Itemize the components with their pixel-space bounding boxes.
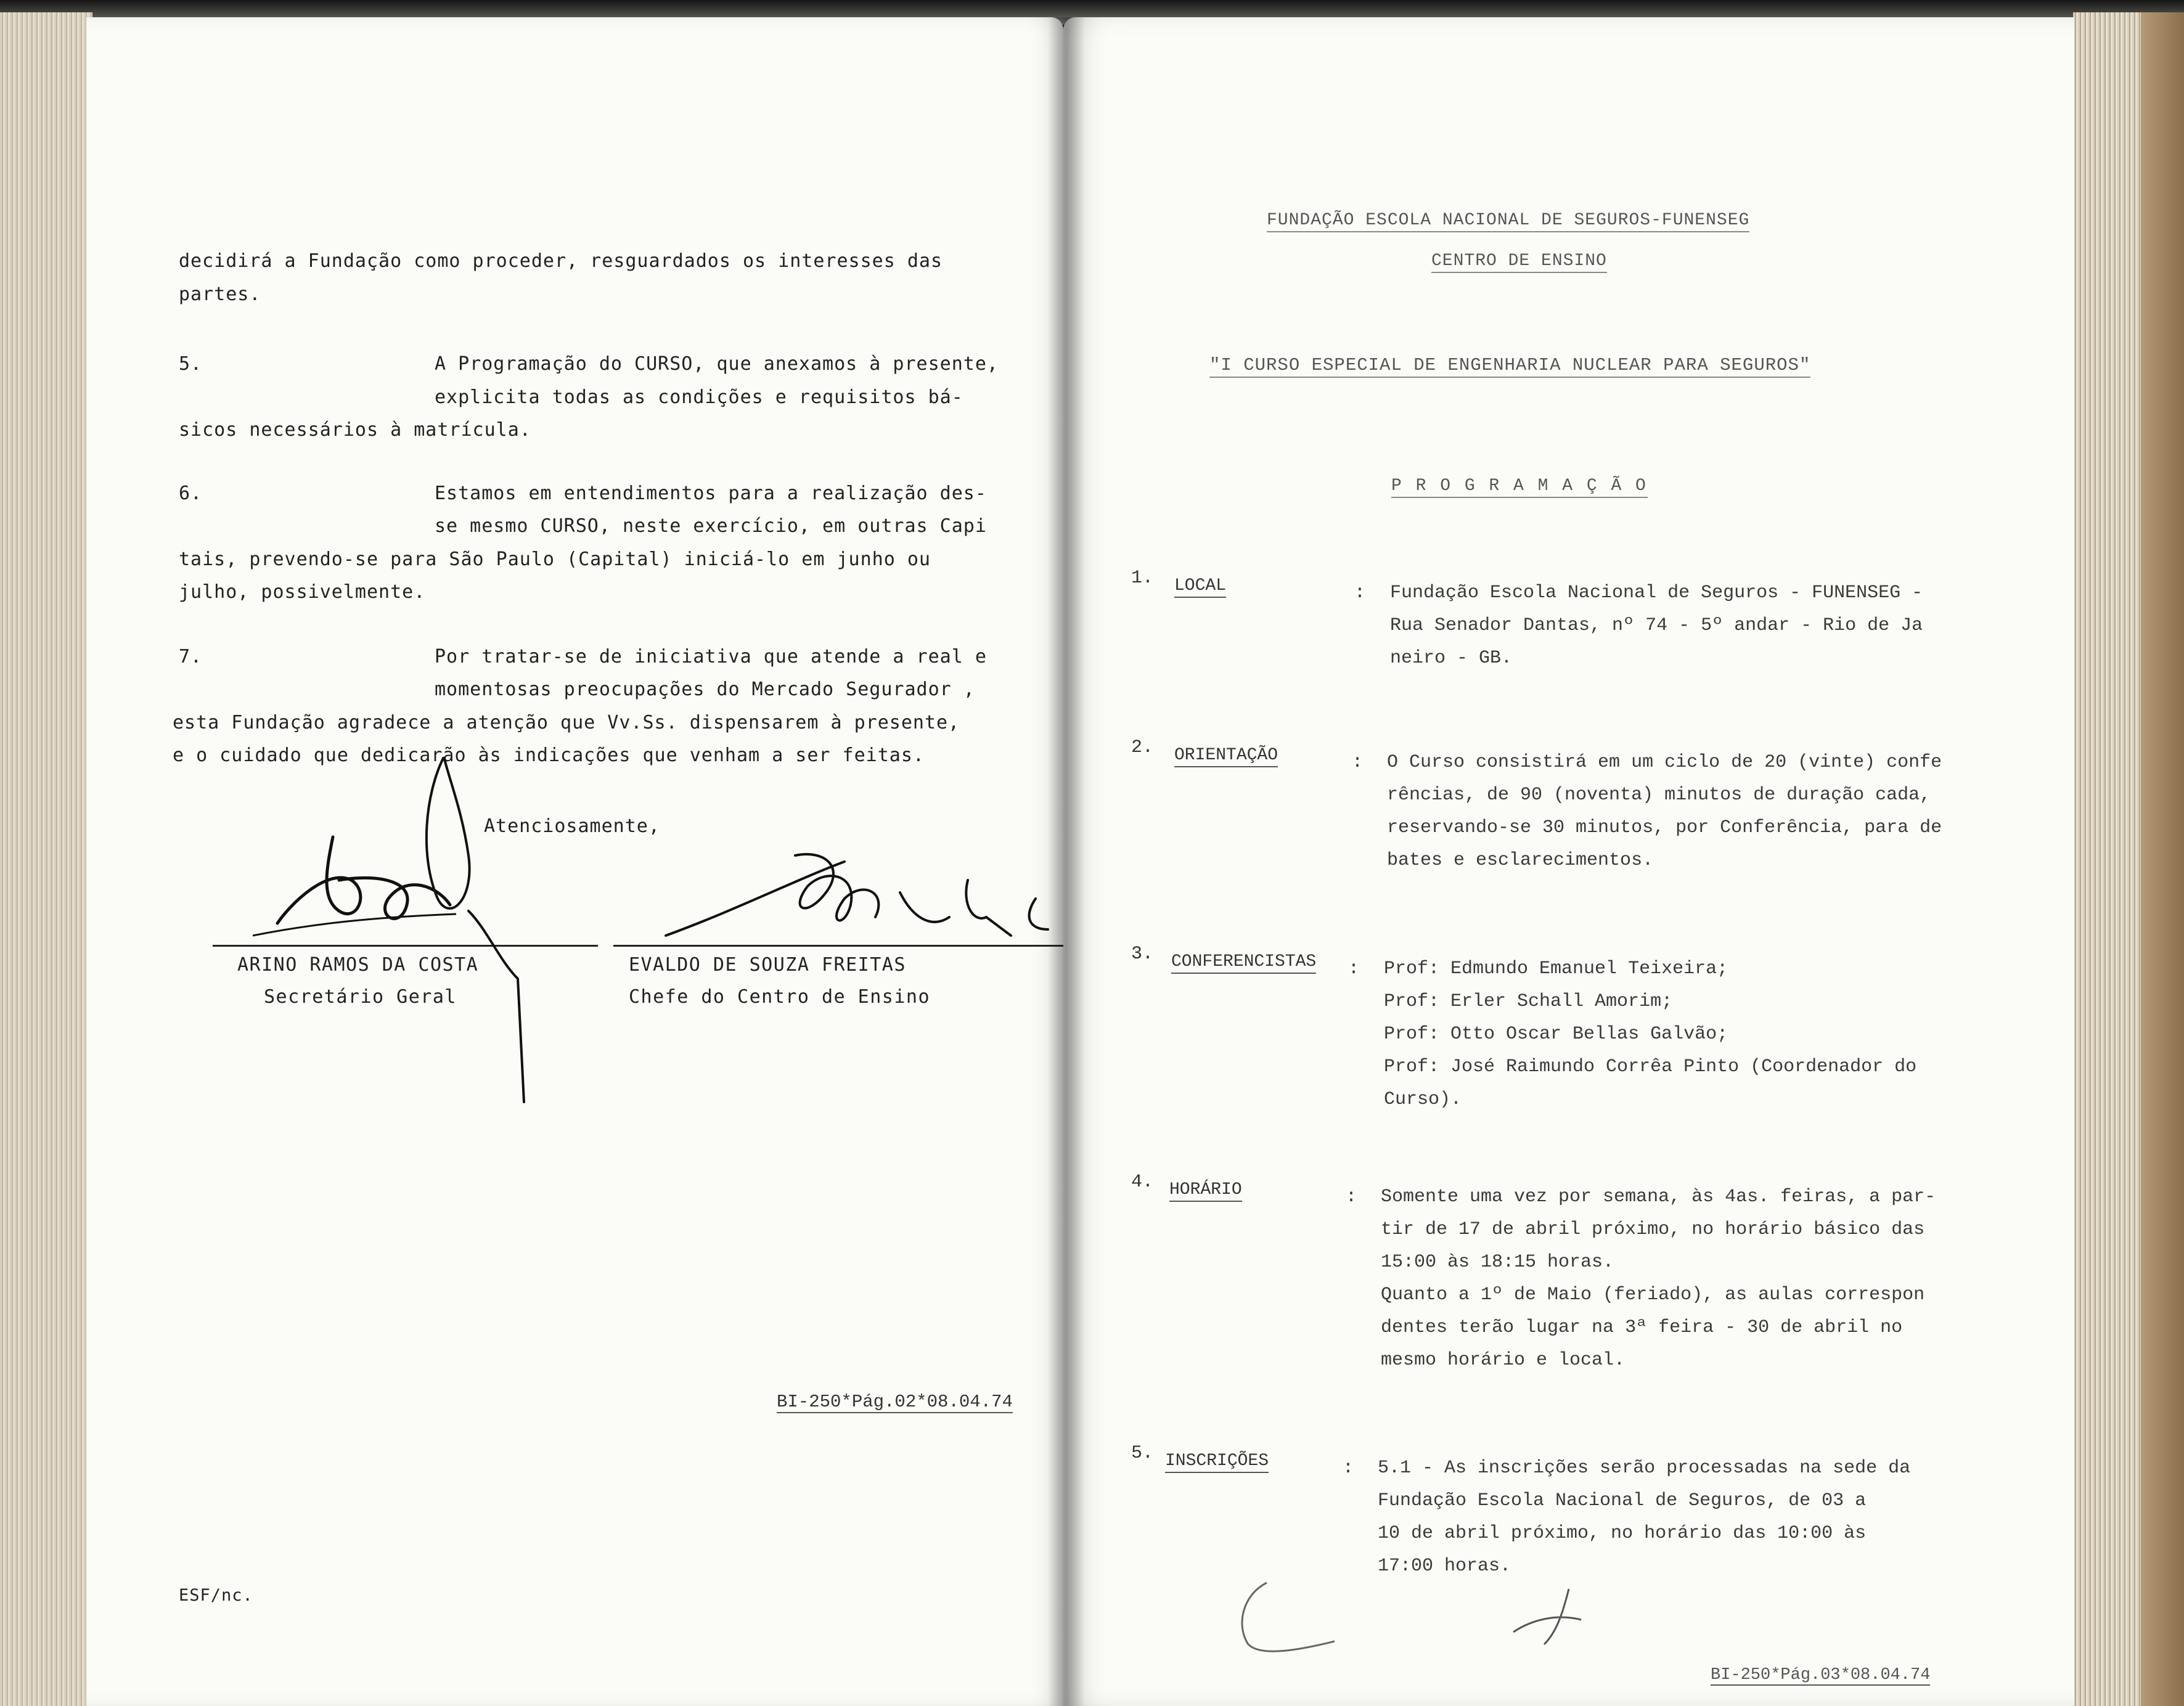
letter-line: se mesmo CURSO, neste exercício, em outras Capi <box>435 515 987 537</box>
institution-header: FUNDAÇÃO ESCOLA NACIONAL DE SEGUROS-FUNENSEG <box>1267 211 1749 232</box>
section-text-line: Curso). <box>1384 1089 1462 1110</box>
section-text-line: 17:00 horas. <box>1378 1556 1511 1577</box>
signatory-name-left: ARINO RAMOS DA COSTA <box>237 954 479 976</box>
section-text-line: Prof: Edmundo Emanuel Teixeira; <box>1384 958 1728 979</box>
letter-line: sicos necessários à matrícula. <box>179 419 531 441</box>
letter-line: julho, possivelmente. <box>179 581 426 603</box>
page-reference-left: BI-250*Pág.02*08.04.74 <box>777 1392 1013 1412</box>
section-colon: : <box>1343 1458 1354 1479</box>
handwritten-signature-right <box>641 843 1073 954</box>
section-label: HORÁRIO <box>1169 1180 1242 1202</box>
letter-line: A Programação do CURSO, que anexamos à presente, <box>435 353 999 375</box>
section-text-line: 15:00 às 18:15 horas. <box>1381 1252 1614 1273</box>
course-title: "I CURSO ESPECIAL DE ENGENHARIA NUCLEAR PARA SEGUROS" <box>1209 355 1810 378</box>
signatory-title-right: Chefe do Centro de Ensino <box>629 986 931 1008</box>
signatory-name-right: EVALDO DE SOUZA FREITAS <box>629 954 906 976</box>
section-number: 3. <box>1131 944 1154 965</box>
right-page-edges <box>2073 12 2184 1706</box>
section-colon: : <box>1352 752 1364 773</box>
section-text-line: O Curso consistirá em um ciclo de 20 (vinte) confe <box>1387 752 1942 773</box>
letter-line: e o cuidado que dedicarão às indicações que venham a ser feitas. <box>173 745 925 766</box>
section-label: CONFERENCISTAS <box>1171 952 1316 974</box>
section-label: LOCAL <box>1174 576 1226 598</box>
section-text-line: Somente uma vez por semana, às 4as. feiras, a par- <box>1381 1186 1936 1207</box>
section-text-line: tir de 17 de abril próximo, no horário básico das <box>1381 1219 1925 1240</box>
letter-line: partes. <box>179 284 261 305</box>
letter-line: 5. <box>179 353 203 375</box>
department-header: CENTRO DE ENSINO <box>1431 251 1607 273</box>
section-colon: : <box>1354 582 1366 603</box>
section-text-line: Rua Senador Dantas, nº 74 - 5º andar - Rio de Ja <box>1390 615 1923 636</box>
section-text-line: neiro - GB. <box>1390 648 1513 669</box>
section-text-line: 10 de abril próximo, no horário das 10:00 às <box>1378 1523 1867 1544</box>
letter-line: momentosas preocupações do Mercado Segurador , <box>435 679 975 700</box>
section-number: 5. <box>1131 1443 1154 1464</box>
handwritten-mark <box>1224 1577 1593 1675</box>
section-number: 2. <box>1131 737 1154 758</box>
section-text-line: reservando-se 30 minutos, por Conferência, para de <box>1387 817 1942 838</box>
letter-line: esta Fundação agradece a atenção que Vv.Ss. dispensarem à presente, <box>173 712 960 733</box>
section-text-line: dentes terão lugar na 3ª feira - 30 de abril no <box>1381 1317 1903 1338</box>
left-page <box>86 17 1063 1706</box>
section-text-line: rências, de 90 (noventa) minutos de duração cada, <box>1387 785 1931 806</box>
typist-initials: ESF/nc. <box>179 1586 253 1605</box>
section-text-line: Prof: Otto Oscar Bellas Galvão; <box>1384 1024 1728 1045</box>
section-text-line: Fundação Escola Nacional de Seguros - FUNENSEG - <box>1390 582 1923 603</box>
letter-line: Estamos em entendimentos para a realização des- <box>435 483 987 504</box>
letter-line: 7. <box>179 646 203 667</box>
signatory-title-left: Secretário Geral <box>264 986 457 1008</box>
letter-line: tais, prevendo-se para São Paulo (Capital) iniciá-lo em junho ou <box>179 549 931 570</box>
left-page-edges <box>0 12 92 1706</box>
section-text-line: Fundação Escola Nacional de Seguros, de 03 a <box>1378 1490 1867 1511</box>
section-text-line: mesmo horário e local. <box>1381 1350 1626 1371</box>
programacao-heading: P R O G R A M A Ç Ã O <box>1391 476 1648 498</box>
section-text-line: Prof: José Raimundo Corrêa Pinto (Coordenador do <box>1384 1056 1917 1077</box>
section-label: INSCRIÇÕES <box>1165 1451 1269 1473</box>
letter-line: Por tratar-se de iniciativa que atende a real e <box>435 646 987 667</box>
right-page <box>1063 17 2074 1706</box>
section-colon: : <box>1348 958 1360 979</box>
section-number: 1. <box>1131 568 1154 589</box>
letter-line: 6. <box>179 483 203 504</box>
section-text-line: bates e esclarecimentos. <box>1387 850 1654 871</box>
section-number: 4. <box>1131 1172 1154 1193</box>
handwritten-signature-left <box>253 757 635 1114</box>
section-text-line: Prof: Erler Schall Amorim; <box>1384 991 1673 1012</box>
section-label: ORIENTAÇÃO <box>1174 746 1278 767</box>
book-gutter <box>1048 17 1085 1706</box>
section-text-line: Quanto a 1º de Maio (feriado), as aulas correspon <box>1381 1284 1925 1305</box>
section-colon: : <box>1346 1186 1357 1207</box>
page-reference-right: BI-250*Pág.03*08.04.74 <box>1711 1666 1931 1684</box>
letter-line: decidirá a Fundação como proceder, resguardados os interesses das <box>179 250 943 272</box>
letter-line: explicita todas as condições e requisitos bá- <box>435 386 963 408</box>
section-text-line: 5.1 - As inscrições serão processadas na sede da <box>1378 1458 1911 1479</box>
letter-line: Atenciosamente, <box>484 815 660 837</box>
